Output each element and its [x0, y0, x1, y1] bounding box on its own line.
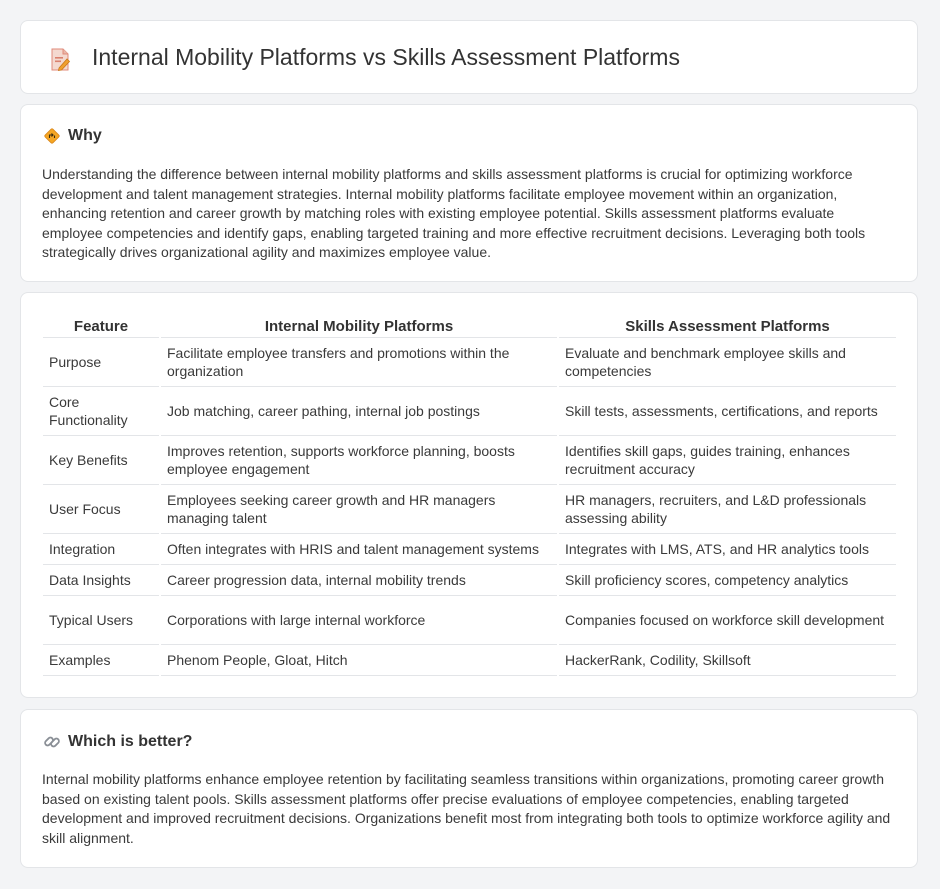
why-heading: [43, 127, 102, 145]
feature-cell: Integration: [43, 534, 159, 565]
table-row: [43, 645, 896, 676]
skills-assessment-cell: Evaluate and benchmark employee skills and competencies: [559, 338, 896, 387]
skills-assessment-cell: HackerRank, Codility, Skillsoft: [559, 645, 896, 676]
skills-assessment-cell: HR managers, recruiters, and L&D professionals assessing ability: [559, 485, 896, 534]
feature-cell: User Focus: [43, 485, 159, 534]
table-row: [43, 596, 896, 645]
feature-cell: Typical Users: [43, 596, 159, 645]
table-header-row: [43, 315, 896, 338]
table-row: [43, 485, 896, 534]
skills-assessment-cell: Skill proficiency scores, competency analytics: [559, 565, 896, 596]
header-skills-assessment: Skills Assessment Platforms: [559, 315, 896, 338]
table-row: [43, 436, 896, 485]
why-title: Why: [68, 127, 102, 144]
page-title: Internal Mobility Platforms vs Skills Assessment Platforms: [92, 44, 680, 70]
feature-cell: Key Benefits: [43, 436, 159, 485]
comparison-table: [41, 315, 898, 676]
header-internal-mobility: Internal Mobility Platforms: [161, 315, 557, 338]
internal-mobility-cell: Corporations with large internal workforce: [161, 596, 557, 645]
internal-mobility-cell: Often integrates with HRIS and talent management systems: [161, 534, 557, 565]
better-body: Internal mobility platforms enhance employee retention by facilitating seamless transitions within organizations, promoting career growth based on existing talent pools. Skills assessment platforms offer precise evaluations of employee competencies, enabling targeted development and improved recruitment decisions. Organizations benefit most from integrating both tools to optimize workforce agility and skill alignment.: [42, 771, 891, 846]
table-row: [43, 534, 896, 565]
better-title: Which is better?: [68, 733, 193, 750]
skills-assessment-cell: Skill tests, assessments, certifications, and reports: [559, 387, 896, 436]
internal-mobility-cell: Facilitate employee transfers and promotions within the organization: [161, 338, 557, 387]
internal-mobility-cell: Improves retention, supports workforce planning, boosts employee engagement: [161, 436, 557, 485]
feature-cell: Purpose: [43, 338, 159, 387]
skills-assessment-cell: Companies focused on workforce skill development: [559, 596, 896, 645]
link-icon: [43, 733, 61, 751]
internal-mobility-cell: Phenom People, Gloat, Hitch: [161, 645, 557, 676]
feature-cell: Core Functionality: [43, 387, 159, 436]
internal-mobility-cell: Employees seeking career growth and HR managers managing talent: [161, 485, 557, 534]
why-body: Understanding the difference between internal mobility platforms and skills assessment platforms is crucial for optimizing workforce development and talent management strategies. Internal mobility platforms facilitate employee movement within an organization, enhancing retention and career growth by matching roles with existing employee potential. Skills assessment platforms evaluate employee competencies and identify gaps, enabling targeted training and more effective recruitment decisions. Leveraging both tools strategically drives organizational agility and maximizes employee value.: [42, 166, 866, 260]
title-card: [20, 20, 918, 94]
skills-assessment-cell: Identifies skill gaps, guides training, enhances recruitment accuracy: [559, 436, 896, 485]
table-row: [43, 565, 896, 596]
document-edit-icon: [49, 48, 71, 72]
road-sign-icon: [43, 127, 61, 145]
internal-mobility-cell: Job matching, career pathing, internal job postings: [161, 387, 557, 436]
which-is-better-section: [20, 709, 918, 868]
internal-mobility-cell: Career progression data, internal mobility trends: [161, 565, 557, 596]
why-section: [20, 104, 918, 282]
skills-assessment-cell: Integrates with LMS, ATS, and HR analytics tools: [559, 534, 896, 565]
header-feature: Feature: [43, 315, 159, 338]
comparison-table-card: [20, 292, 918, 698]
better-heading: [43, 733, 192, 751]
feature-cell: Examples: [43, 645, 159, 676]
table-row: [43, 338, 896, 387]
table-row: [43, 387, 896, 436]
feature-cell: Data Insights: [43, 565, 159, 596]
